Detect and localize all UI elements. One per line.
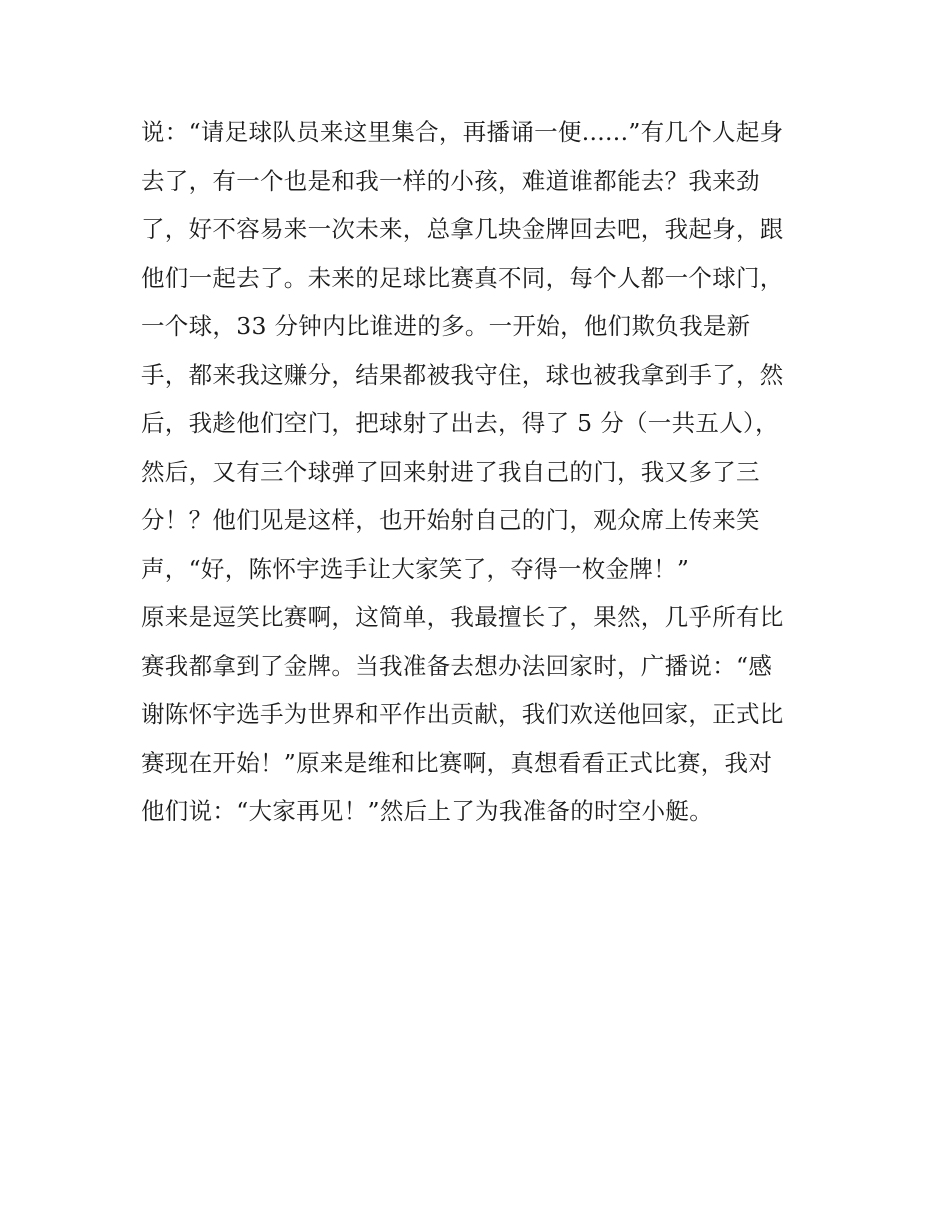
text-line: 一个球，33 分钟内比谁进的多。一开始，他们欺负我是新: [141, 312, 751, 340]
text-line: 原来是逗笑比赛啊，这简单，我最擅长了，果然，几乎所有比: [141, 603, 784, 631]
text-line: 赛我都拿到了金牌。当我准备去想办法回家时，广播说：“感: [141, 651, 773, 680]
text-line: 去了，有一个也是和我一样的小孩，难道谁都能去？我来劲: [141, 166, 760, 195]
text-line: 他们说：“大家再见！”然后上了为我准备的时空小艇。: [141, 797, 714, 825]
text-line: 分！？他们见是这样，也开始射自己的门，观众席上传来笑: [141, 506, 760, 534]
text-line: 谢陈怀宇选手为世界和平作出贡献，我们欢送他回家，正式比: [141, 700, 784, 728]
text-line: 他们一起去了。未来的足球比赛真不同，每个人都一个球门，: [141, 263, 784, 292]
text-line: 后，我趁他们空门，把球射了出去，得了 5 分（一共五人），: [141, 409, 779, 437]
text-line: 手，都来我这赚分，结果都被我守住，球也被我拿到手了，然: [141, 360, 784, 389]
document-body: [141, 108, 821, 836]
text-line: 说：“请足球队员来这里集合，再播诵一便......”有几个人起身: [141, 118, 784, 146]
text-line: 声，“好，陈怀宇选手让大家笑了，夺得一枚金牌！”: [141, 554, 690, 583]
text-line: 赛现在开始！”原来是维和比赛啊，真想看看正式比赛，我对: [141, 748, 773, 777]
text-line: 然后，又有三个球弹了回来射进了我自己的门，我又多了三: [141, 457, 760, 486]
text-line: 了，好不容易来一次未来，总拿几块金牌回去吧，我起身，跟: [141, 215, 784, 243]
